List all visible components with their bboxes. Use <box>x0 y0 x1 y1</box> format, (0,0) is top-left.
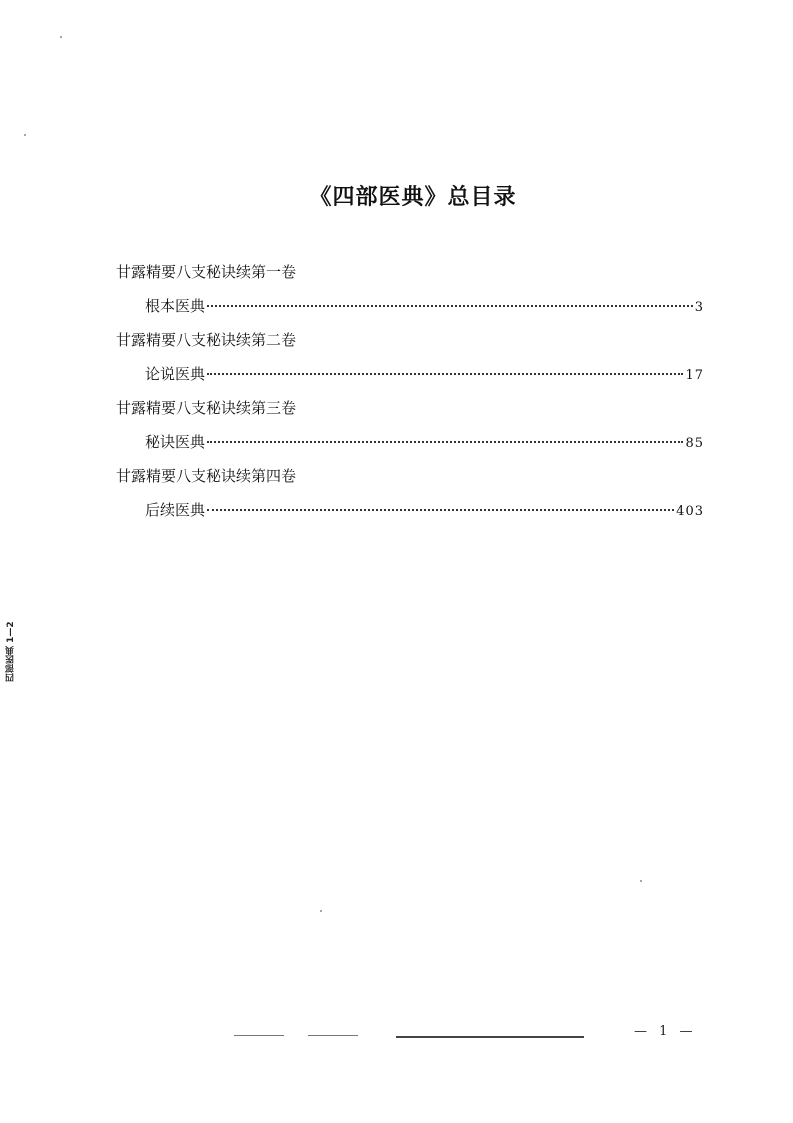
dot-leader <box>207 357 683 375</box>
page-number-footer: — 1 — <box>634 1024 697 1039</box>
dot-leader <box>207 425 683 443</box>
scan-speck <box>24 134 26 136</box>
toc-entry <box>116 292 704 326</box>
volume-heading: 甘露精要八支秘诀续第二卷 <box>116 331 297 349</box>
toc-entry-title: 后续医典 <box>145 501 206 519</box>
dot-leader <box>207 289 693 307</box>
volume-heading: 甘露精要八支秘诀续第四卷 <box>116 467 297 485</box>
scan-artifact-line <box>308 1035 358 1036</box>
toc-entry-title: 论说医典 <box>145 365 206 383</box>
toc-entry <box>116 428 704 462</box>
toc-page-number: 3 <box>694 300 704 315</box>
toc-page-number: 85 <box>685 436 704 451</box>
toc-entry <box>116 496 704 530</box>
scan-speck <box>640 880 642 882</box>
spine-label: 四部医典 1—2 <box>6 621 16 682</box>
dot-leader <box>207 493 674 511</box>
toc-page-number: 403 <box>676 504 704 519</box>
table-of-contents <box>116 258 704 530</box>
volume-heading: 甘露精要八支秘诀续第三卷 <box>116 399 297 417</box>
scan-artifact-line <box>396 1036 584 1038</box>
toc-entry <box>116 360 704 394</box>
scan-speck <box>60 36 62 38</box>
toc-page-number: 17 <box>685 368 704 383</box>
page-title: 《四部医典》总目录 <box>309 185 517 210</box>
volume-heading: 甘露精要八支秘诀续第一卷 <box>116 263 297 281</box>
scan-speck <box>320 910 322 912</box>
scan-artifact-line <box>234 1035 284 1036</box>
toc-entry-title: 秘诀医典 <box>145 433 206 451</box>
toc-entry-title: 根本医典 <box>145 297 206 315</box>
